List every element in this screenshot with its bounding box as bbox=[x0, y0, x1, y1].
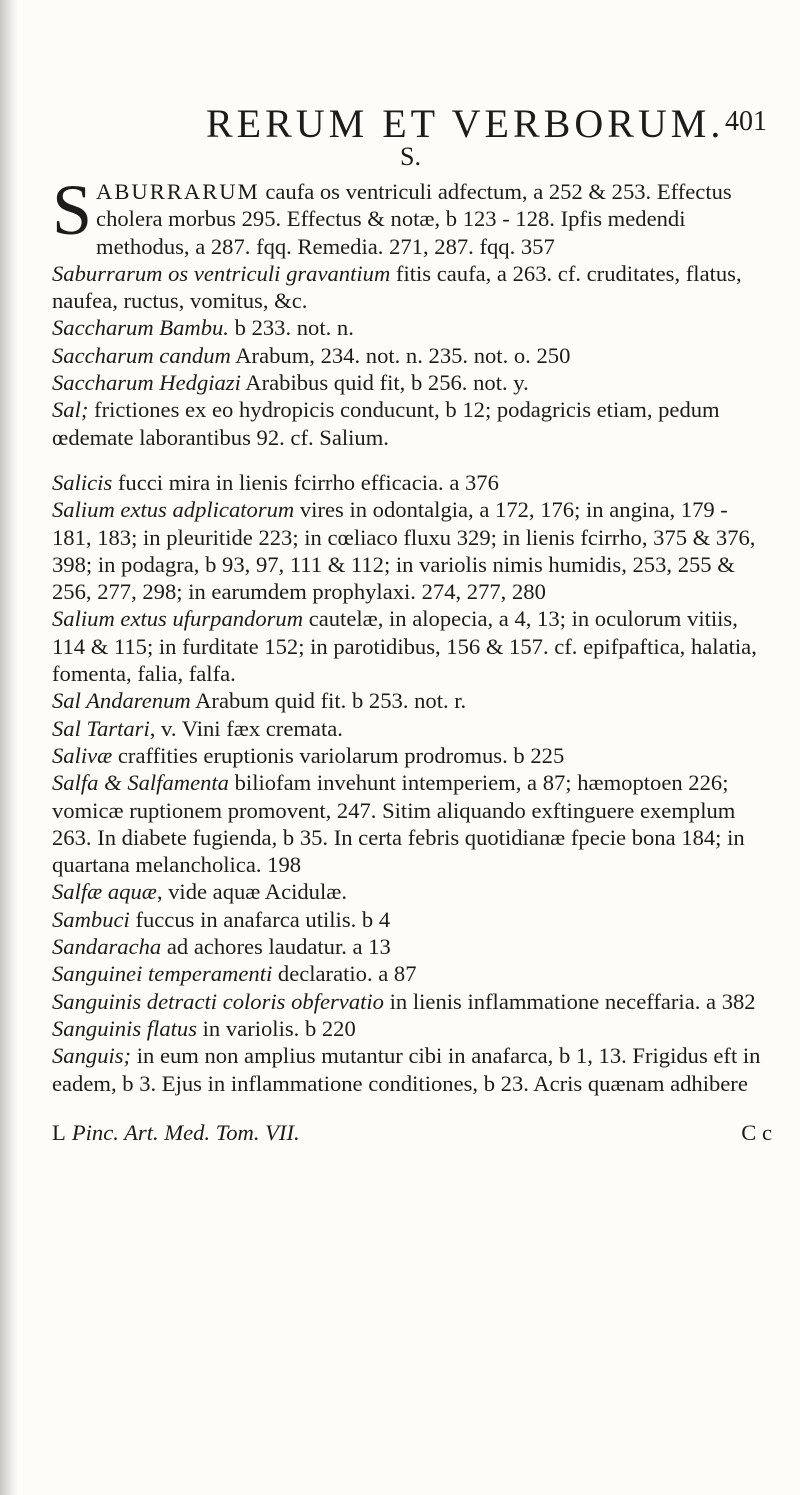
drop-cap: S bbox=[52, 170, 93, 250]
entry-text: fuccus in anafarca utilis. b 4 bbox=[129, 906, 391, 932]
entry-text: caufa os ventriculi adfectum, a 252 & 253. Effectus cholera morbus 295. Effectus & notæ, b 123 - 128. Ipfis medendi methodus, a 287. fqq. Remedia. 271, 287. fqq. 357 bbox=[96, 179, 732, 259]
entry-headword: Salfa & Salfamenta bbox=[52, 770, 229, 796]
index-entry bbox=[52, 496, 772, 605]
index-entry bbox=[52, 605, 772, 687]
footer-mark: L bbox=[52, 1120, 66, 1146]
page-edge-shadow bbox=[0, 0, 18, 1495]
footer-title: Pinc. Art. Med. Tom. VII. bbox=[71, 1120, 300, 1146]
entry-text: craffities eruptionis variolarum prodromus. b 225 bbox=[112, 742, 565, 768]
entry-headword: Saccharum Bambu. bbox=[52, 315, 229, 341]
entry-text: , v. Vini fæx cremata. bbox=[149, 715, 343, 741]
index-entry bbox=[52, 878, 772, 905]
spacer bbox=[52, 451, 772, 469]
entry-headword: Sanguinis detracti coloris obfervatio bbox=[52, 988, 384, 1014]
entry-headword: Saburrarum os ventriculi gravantium bbox=[52, 260, 391, 286]
entry-text: declaratio. a 87 bbox=[272, 961, 417, 987]
entry-headword: Sandaracha bbox=[52, 934, 162, 960]
entry-headword: Saccharum Hedgiazi bbox=[52, 370, 241, 396]
page-footer bbox=[52, 1119, 772, 1146]
entry-text: , vide aquæ Acidulæ. bbox=[156, 879, 347, 905]
entry-headword: ABURRARUM bbox=[96, 179, 260, 204]
running-head: RERUM ET VERBORUM. bbox=[206, 101, 725, 146]
entry-text: cautelæ, in alopecia, a 4, 13; in oculorum vitiis, 114 & 115; in furditate 152; in parotidibus, 156 & 157. cf. epifpaftica, halatia, fomenta, falia, falfa. bbox=[52, 606, 757, 687]
entry-headword: Sal Andarenum bbox=[52, 688, 191, 714]
entry-headword: Sanguis; bbox=[52, 1043, 132, 1069]
index-entry bbox=[52, 715, 772, 742]
index-entry bbox=[52, 314, 772, 341]
index-entry bbox=[52, 260, 772, 315]
index-entry bbox=[52, 906, 772, 933]
index-entry bbox=[52, 960, 772, 987]
entry-headword: Sambuci bbox=[52, 906, 130, 932]
index-entry bbox=[52, 396, 772, 451]
entry-text: in variolis. b 220 bbox=[197, 1015, 356, 1041]
signature-mark: C c bbox=[741, 1120, 772, 1146]
index-entry bbox=[52, 687, 772, 714]
index-entry bbox=[52, 1042, 772, 1097]
entry-text: biliofam invehunt intemperiem, a 87; hæmoptoen 226; vomicæ ruptionem promovent, 247. Sitim aliquando exftinguere exemplum 263. In diabete fugienda, b 35. In certa febris quotidianæ fpecie bona 184; in quartana melancholica. 198 bbox=[52, 770, 745, 878]
index-entry bbox=[52, 769, 772, 878]
entry-headword: Salium extus ufurpandorum bbox=[52, 606, 304, 632]
index-body bbox=[52, 170, 772, 1169]
entry-headword: Sal Tartari bbox=[52, 715, 150, 741]
entry-headword: Salfæ aquæ bbox=[52, 879, 157, 905]
entry-text: fucci mira in lienis fcirrho efficacia. a 376 bbox=[112, 469, 499, 495]
entry-headword: Sal; bbox=[52, 397, 89, 423]
index-entry bbox=[52, 933, 772, 960]
entry-text: in eum non amplius mutantur cibi in anafarca, b 1, 13. Frigidus eft in eadem, b 3. Ejus in inflammatione conditiones, b 23. Acris quænam adhibere bbox=[52, 1043, 761, 1096]
index-entry bbox=[52, 342, 772, 369]
entry-text: in lienis inflammatione neceffaria. a 382 bbox=[383, 988, 756, 1014]
entry-text: frictiones ex eo hydropicis conducunt, b 12; podagricis etiam, pedum œdemate laborantibus 92. cf. Salium. bbox=[52, 397, 720, 450]
entry-headword: Salivæ bbox=[52, 742, 113, 768]
entry-text: b 233. not. n. bbox=[228, 315, 354, 341]
section-letter: S. bbox=[400, 142, 421, 171]
entry-headword: Salicis bbox=[52, 469, 113, 495]
entry-text: Arabum quid fit. b 253. not. r. bbox=[190, 688, 467, 714]
entry-headword: Sanguinei temperamenti bbox=[52, 961, 273, 987]
entry-text: ad achores laudatur. a 13 bbox=[161, 934, 391, 960]
index-entry bbox=[52, 1015, 772, 1042]
index-entry bbox=[52, 369, 772, 396]
entry-text: Arabibus quid fit, b 256. not. y. bbox=[240, 370, 529, 396]
index-entry bbox=[52, 469, 772, 496]
index-entry bbox=[52, 742, 772, 769]
page-number: 401 bbox=[725, 106, 767, 137]
entry-text: vires in odontalgia, a 172, 176; in angina, 179 - 181, 183; in pleuritide 223; in cœliaco fluxu 329; in lienis fcirrho, 375 & 376, 398; in podagra, b 93, 97, 111 & 112; in variolis nimis humidis, 253, 255 & 256, 277, 298; in earumdem prophylaxi. 274, 277, 280 bbox=[52, 497, 756, 605]
index-entry bbox=[52, 170, 772, 260]
entry-text: fitis caufa, a 263. cf. cruditates, flatus, naufea, ructus, vomitus, &c. bbox=[52, 260, 742, 314]
entry-headword: Saccharum candum bbox=[52, 342, 231, 368]
index-entry bbox=[52, 988, 772, 1015]
entry-text: Arabum, 234. not. n. 235. not. o. 250 bbox=[230, 342, 571, 368]
entry-headword: Sanguinis flatus bbox=[52, 1015, 197, 1041]
entry-headword: Salium extus adplicatorum bbox=[52, 497, 295, 523]
